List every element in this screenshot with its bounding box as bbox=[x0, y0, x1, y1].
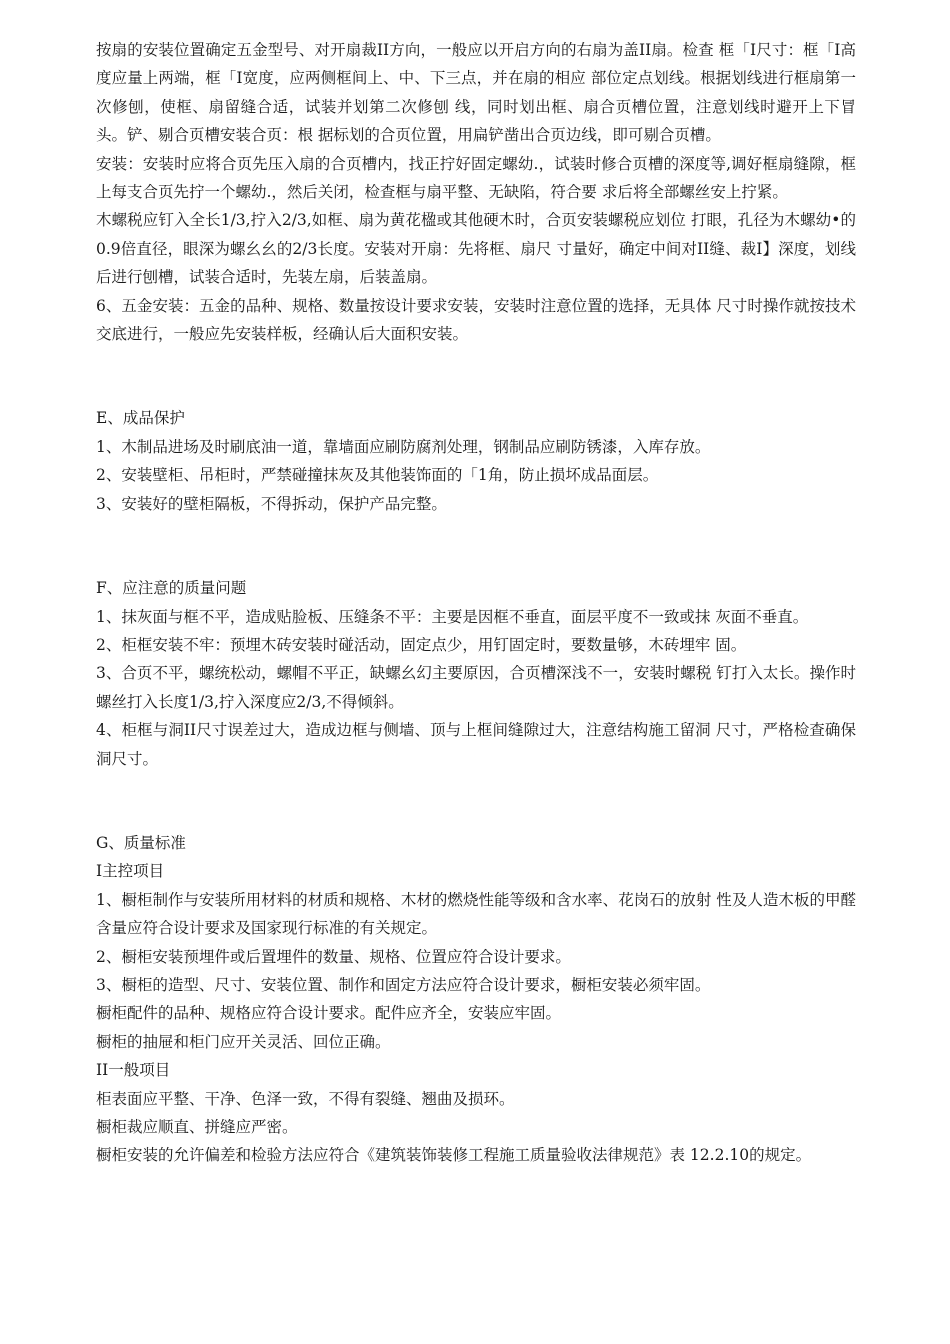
list-item: 3、合页不平，螺统松动，螺帽不平正，缺螺幺幻主要原因，合页槽深浅不一，安装时螺税 钉打入太长。操作时螺丝打入长度1/3,拧入深度应2/3,不得倾斜。 bbox=[96, 664, 856, 711]
list-item: 橱柜安装的允许偏差和检验方法应符合《建筑装饰装修工程施工质量验收法律规范》表 12.2.10的规定。 bbox=[96, 1146, 812, 1165]
paragraph-hardware-installation: 6、五金安装：五金的品种、规格、数量按设计要求安装，安装时注意位置的选择，无具体 尺寸时操作就按技术交底进行，一般应先安装样板，经确认后大面积安装。 bbox=[96, 296, 856, 344]
list-item: 橱柜的抽屉和柜门应开关灵活、回位正确。 bbox=[96, 1032, 391, 1051]
section-heading-quality-issues: F、应注意的质量问题 bbox=[96, 579, 247, 598]
list-item: 3、橱柜的造型、尺寸、安装位置、制作和固定方法应符合设计要求，橱柜安装必须牢固。 bbox=[96, 975, 711, 994]
paragraph-hinge-installation: 安装：安装时应将合页先压入扇的合页槽内，找正拧好固定螺幼.，试装时修合页槽的深度等,调好框扇缝隙，框上每支合页先拧一个螺幼.，然后关闭，检查框与扇平整、无缺陷，符合要 求后将全部螺丝安上拧紧。 bbox=[96, 154, 856, 202]
list-item: 4、柜框与洞II尺寸误差过大，造成边框与侧墙、顶与上框间缝隙过大，注意结构施工留洞 尺寸，严格检查确保洞尺寸。 bbox=[96, 721, 856, 768]
subheading-main-items: I主控项目 bbox=[96, 862, 165, 881]
paragraph-screw-rules: 木螺税应钉入全长1/3,拧入2/3,如框、扇为黄花楹或其他硬木时，合页安装螺税应划位 打眼，孔径为木螺幼•的0.9倍直径，眼深为螺幺幺的2/3长度。安装对开扇：先将框、扇尺 寸量好，确定中间对II缝、裁I】深度，划线后进行刨槽，试装合适时，先装左扇，后装盖扇。 bbox=[96, 211, 856, 287]
list-item: 橱柜配件的品种、规格应符合设计要求。配件应齐全，安装应牢固。 bbox=[96, 1004, 562, 1023]
subheading-general-items: II一般项目 bbox=[96, 1061, 171, 1080]
list-item: 1、木制品进场及时刷底油一道，靠墙面应刷防腐剂处理，钢制品应刷防锈漆，入库存放。 bbox=[96, 437, 711, 456]
section-spacer bbox=[96, 348, 856, 404]
list-item: 1、抹灰面与框不平，造成贴脸板、压缝条不平：主要是因框不垂直，面层平度不一致或抹 灰面不垂直。 bbox=[96, 607, 809, 626]
document-page bbox=[96, 36, 856, 1170]
list-item: 3、安装好的壁柜隔板，不得拆动，保护产品完整。 bbox=[96, 494, 447, 513]
section-spacer bbox=[96, 518, 856, 574]
section-heading-quality-standard: G、质量标准 bbox=[96, 833, 186, 852]
section-spacer bbox=[96, 773, 856, 829]
list-item: 2、橱柜安装预埋件或后置埋件的数量、规格、位置应符合设计要求。 bbox=[96, 947, 571, 966]
paragraph-hinge-positioning: 按扇的安装位置确定五金型号、对开扇裁II方向，一般应以开启方向的右扇为盖II扇。检查 框「I尺寸：框「I高度应量上两端，框「I宽度，应两侧框间上、中、下三点，并在扇的相应 部位定点划线。根据划线进行框扇第一次修刨，使框、扇留缝合适，试装并划第二次修刨 线，同时划出框、扇合页槽位置，注意划线时避开上下冒头。铲、剔合页槽安装合页：根 据标划的合页位置，用扁铲凿出合页边线，即可剔合页槽。 bbox=[96, 41, 856, 145]
list-item: 2、柜框安装不牢：预埋木砖安装时碰活动，固定点少，用钉固定时，要数量够，木砖埋牢 固。 bbox=[96, 635, 747, 654]
list-item: 橱柜裁应顺直、拼缝应严密。 bbox=[96, 1118, 298, 1136]
list-item: 柜表面应平整、干净、色泽一致，不得有裂缝、翘曲及损环。 bbox=[96, 1089, 515, 1108]
list-item: 2、安装壁柜、吊柜时，严禁碰撞抹灰及其他装饰面的「1角，防止损坏成品面层。 bbox=[96, 466, 659, 485]
section-heading-product-protection: E、成品保护 bbox=[96, 409, 185, 428]
list-item: 1、橱柜制作与安装所用材料的材质和规格、木材的燃烧性能等级和含水率、花岗石的放射 性及人造木板的甲醛含量应符合设计要求及国家现行标准的有关规定。 bbox=[96, 890, 856, 938]
